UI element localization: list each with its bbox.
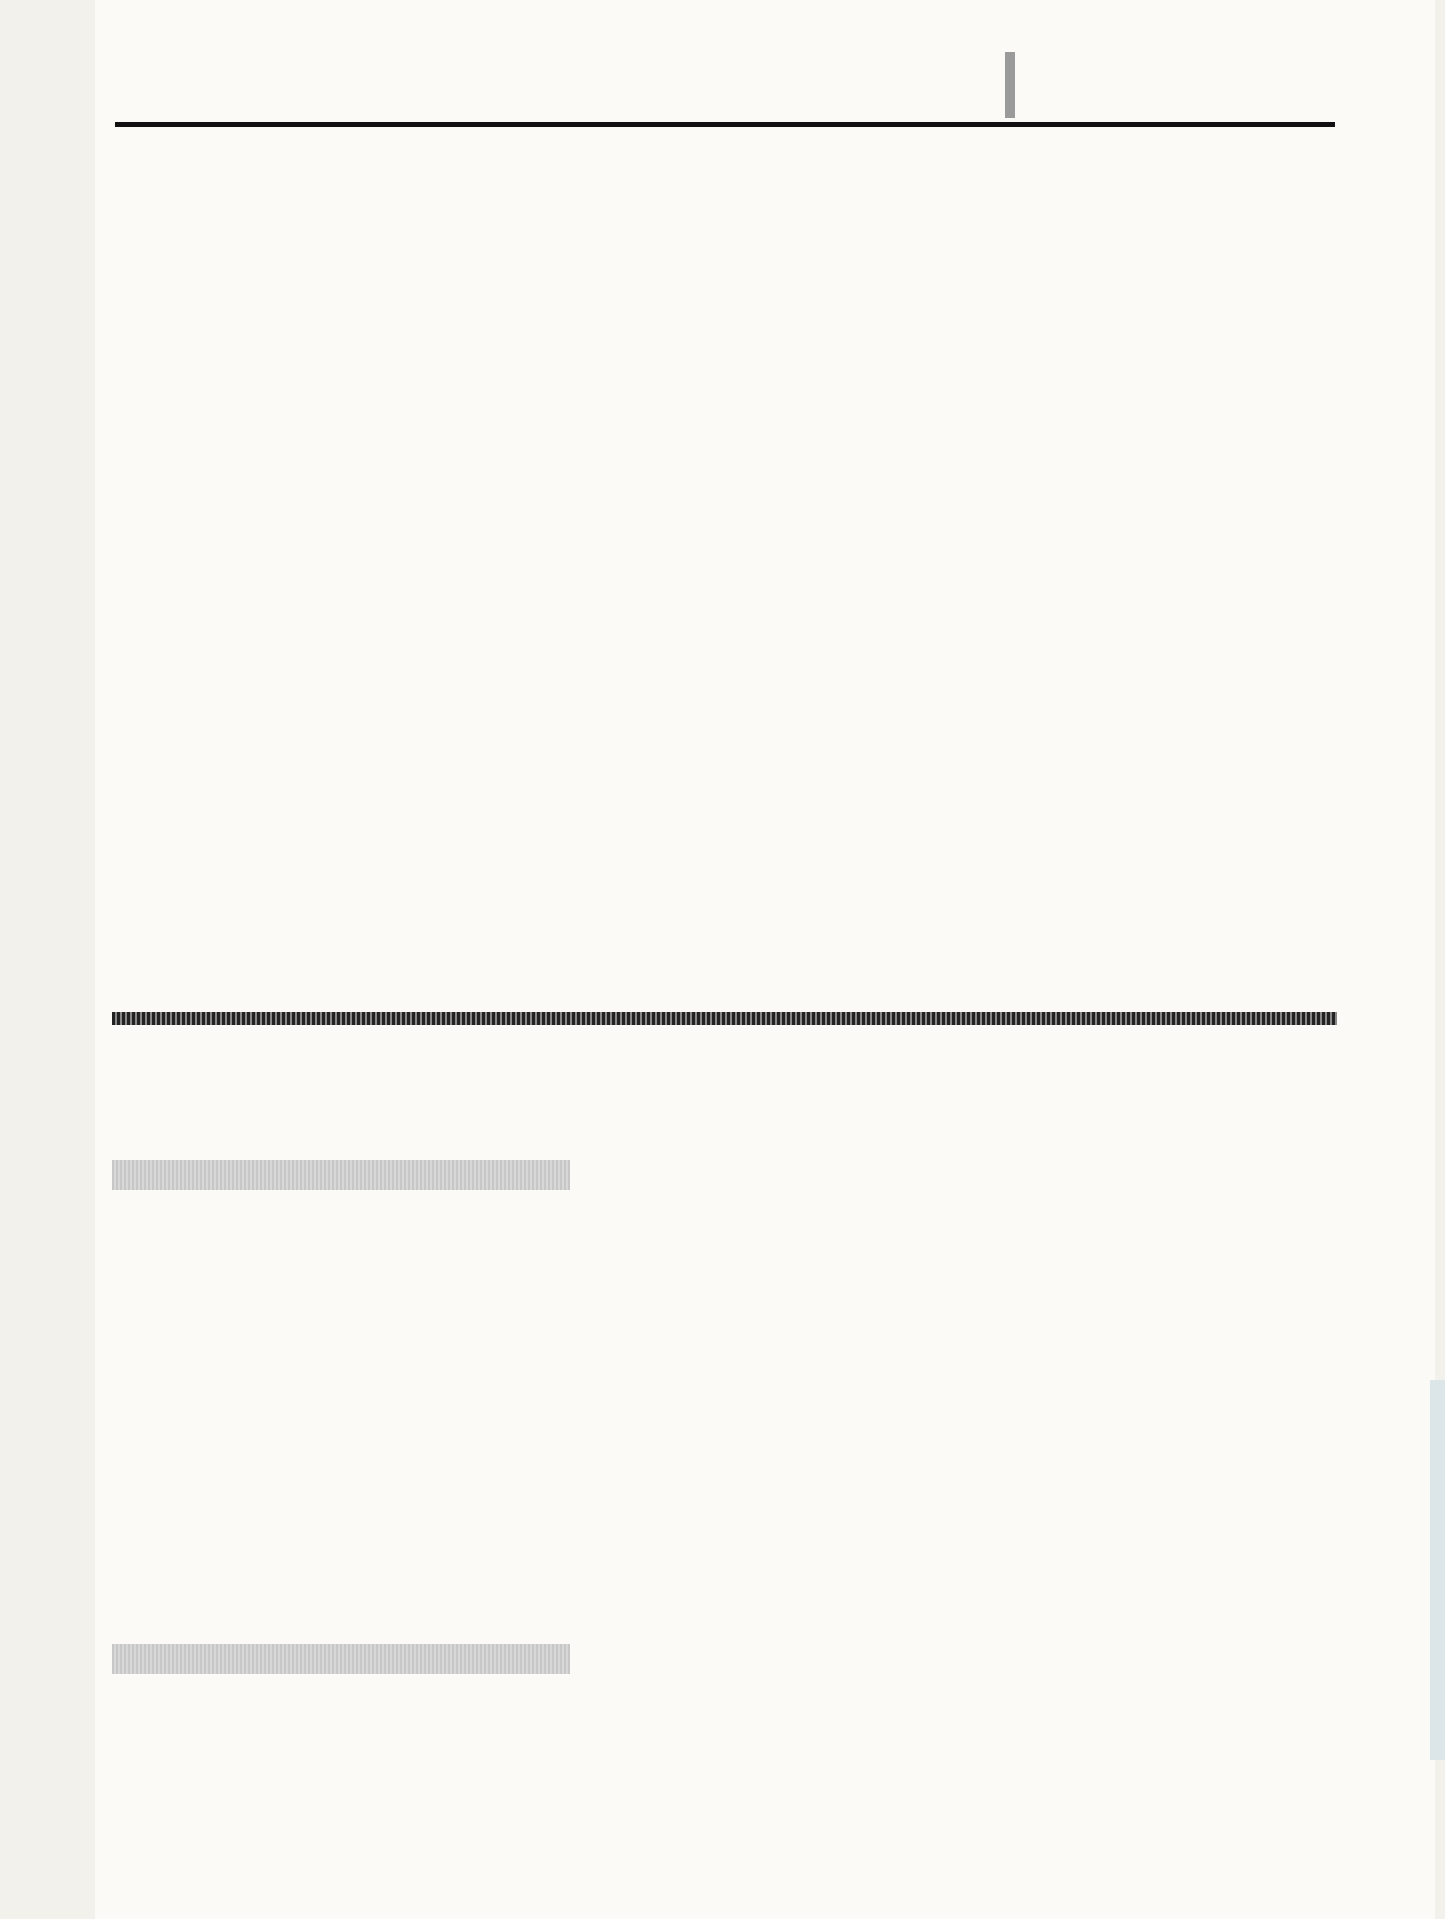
header-rule bbox=[115, 122, 1335, 127]
page-paper bbox=[95, 0, 1435, 1919]
hiroba-section bbox=[112, 1160, 570, 1190]
cover-note-bar bbox=[1005, 52, 1015, 118]
zuihitsu-heading bbox=[112, 1644, 570, 1674]
zuihitsu-section bbox=[112, 1644, 570, 1674]
section-divider bbox=[112, 1012, 1337, 1025]
hiroba-heading bbox=[112, 1160, 570, 1190]
adjacent-page-edge bbox=[1430, 1380, 1445, 1760]
